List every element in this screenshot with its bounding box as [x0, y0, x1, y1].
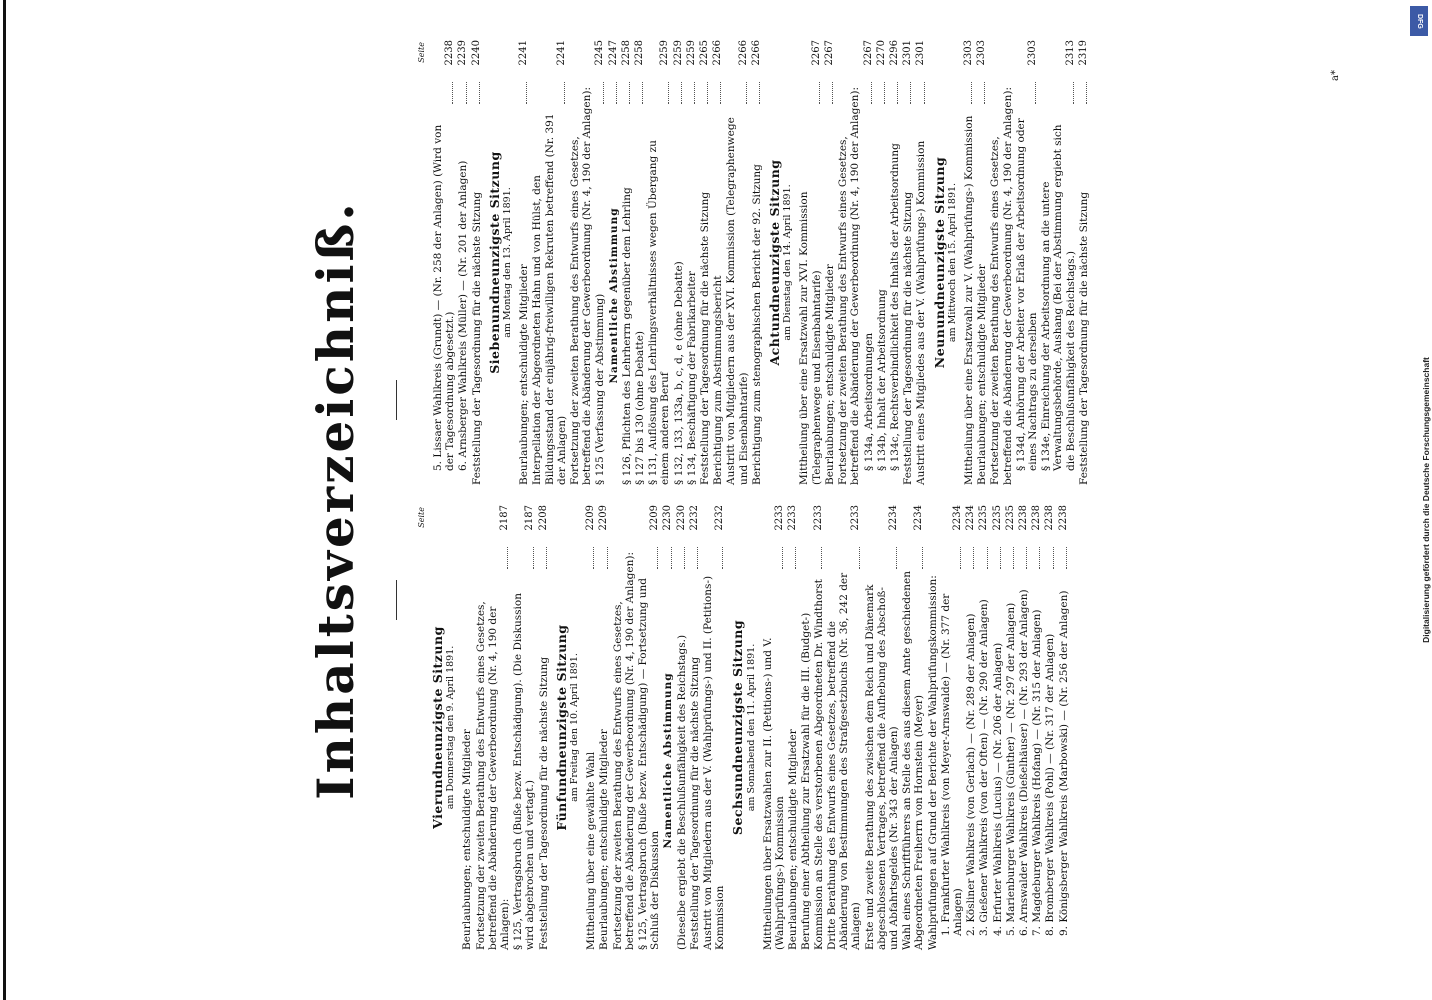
entry-page-number: 2238 [444, 40, 456, 66]
entry-page-number: 2230 [675, 505, 687, 531]
entry-text: Fortsetzung der zweiten Berathung des Entwurfs eines Gesetzes, betreffend die Abänderung der Gewerbeordnung (Nr. 4, 190 der Anlagen): [474, 601, 512, 950]
entry-page-number: 2187 [524, 505, 536, 531]
seite-header-right: Seite [417, 42, 426, 63]
entry-text: 7. Magdeburger Wahlkreis (Hofang) — (Nr. 315 der Anlagen) [1031, 609, 1044, 936]
leader-dots [924, 82, 925, 104]
leader-dots [616, 82, 617, 104]
leader-dots [1000, 547, 1001, 569]
toc-entry [531, 40, 568, 485]
session-date: am Sonnabend den 11. April 1891. [745, 643, 757, 812]
entry-page-number: 2259 [672, 40, 684, 66]
entry-text: Fortsetzung der zweiten Berathung des Entwurfs eines Gesetzes, betreffend die Abänderung der Gewerbeordnung (Nr. 4, 190 der Anlagen): [989, 87, 1014, 485]
entry-page-number: 2267 [862, 40, 874, 66]
entry-page-number: 2241 [555, 40, 567, 66]
entry-page-number: 2234 [951, 505, 963, 531]
entry-text: 4. Erfurter Wahlkreis (Lucius) — (Nr. 206 der Anlagen) [991, 642, 1004, 936]
toc-entry [585, 505, 597, 950]
entry-text: Feststellung der Tagesordnung für die nächste Sitzung [688, 656, 701, 950]
entry-page-number: 2233 [774, 505, 786, 531]
entry-text: § 127 bis 130 (ohne Debatte) [634, 330, 647, 485]
toc-entry [837, 40, 861, 485]
entry-text: Mittheilung über eine Ersatzwahl zur XVI. Kommission (Telegraphenwege und Eisenbahntarife) [798, 191, 823, 485]
entry-page-number: 2247 [607, 40, 619, 66]
toc-entry [1015, 40, 1039, 485]
right-sessions [432, 40, 1090, 485]
signature-mark: a* [1330, 70, 1341, 81]
entry-text: § 134e, Einreichung der Arbeitsordnung an die untere Verwaltungsbehörde, Aushang (Bei der Abstimmung ergiebt sich die Beschlußunfähigkeit des Reichstags.) [1040, 124, 1077, 471]
toc-entry [927, 505, 939, 950]
toc-column-left [416, 505, 1071, 950]
toc-entry [634, 40, 646, 485]
entry-text: 3. Gießener Wahlkreis (von der Often) — (Nr. 290 der Anlagen) [978, 599, 991, 936]
session-block [553, 505, 727, 950]
session-date: am Donnerstag den 9. April 1891. [445, 645, 457, 810]
entry-text: Interpellation der Abgeordneten Hahn und von Hülst, den Bildungsstand der einjährig-freiwilligen Rekruten betreffend (Nr. 391 der Anlagen) [531, 113, 568, 485]
entry-text: Erste und zweite Berathung des zwischen dem Reich und Dänemark abgeschlossenen Vertrages, betreffend die Aufhebung des Abschoß- und Abfahrtsgeldes (Nr. 343 der Anlagen) [863, 584, 900, 950]
entry-page-number: 2241 [518, 40, 530, 66]
entry-text: Berichtigung zum stenographischen Bericht der 92. Sitzung [750, 164, 763, 485]
entry-text: § 125, Vertragsbruch (Buße bezw. Entschädigung) — Fortsetzung und Schluß der Diskussion [637, 578, 662, 950]
toc-entry [902, 40, 914, 485]
entry-text: 2. Kösliner Wahlkreis (von Gerlach) — (Nr. 289 der Anlagen) [965, 613, 978, 936]
entry-text: Feststellung der Tagesordnung für die nächste Sitzung [1077, 191, 1090, 485]
session-title: Neunundneunzigste Sitzung [931, 156, 947, 369]
left-sessions [432, 505, 1070, 950]
session-title: Achtundneunzigste Sitzung [767, 159, 783, 366]
entry-text: Fortsetzung der zweiten Berathung des Entwurfs eines Gesetzes, betreffend die Abänderung der Gewerbeordnung (Nr. 4, 190 der Anlagen): [611, 552, 636, 950]
entry-page-number: 2235 [991, 505, 1003, 531]
toc-entry [647, 40, 671, 485]
toc-entry [800, 505, 824, 950]
leader-dots [821, 547, 822, 569]
entry-page-number: 2266 [737, 40, 749, 66]
toc-entry [978, 505, 990, 950]
session-title: Sechsundneunzigste Sitzung [730, 619, 746, 836]
leader-dots [657, 547, 658, 569]
leader-dots [1073, 82, 1074, 104]
entry-text: Feststellung der Tagesordnung für die nächste Sitzung [537, 656, 550, 950]
entry-text: 5. Lissaer Wahlkreis (Grundt) — (Nr. 258 der Anlagen) (Wird von der Tagesordnung abgesetzt.) [432, 124, 457, 471]
toc-entry [751, 40, 763, 485]
toc-entry [1078, 40, 1090, 485]
toc-entry [1005, 505, 1017, 950]
leader-dots [564, 82, 565, 104]
toc-entry [594, 40, 606, 485]
entry-page-number: 2235 [978, 505, 990, 531]
leader-dots [479, 82, 480, 104]
session-date: am Montag den 13. April 1891. [502, 187, 514, 338]
entry-page-number: 2266 [712, 40, 724, 66]
toc-entry [989, 40, 1013, 485]
leader-dots [722, 547, 723, 569]
session-block [769, 40, 927, 485]
leader-dots [795, 547, 796, 569]
entry-page-number: 2240 [470, 40, 482, 66]
entry-text: § 134d, Anhörung der Arbeiter vor Erlaß der Arbeitsordnung oder eines Nachtrags zu derselben [1014, 118, 1039, 471]
entry-page-number: 2245 [594, 40, 606, 66]
entry-page-number: 2232 [688, 505, 700, 531]
entry-text: § 125, Vertragsbruch (Buße bezw. Entschädigung). (Die Diskussion wird abgebrochen und vertagt.) [512, 593, 537, 950]
entry-text: Berufung einer Abtheilung zur Ersatzwahl für die III. (Budget-) Kommission an Stelle des verstorbenen Abgeordneten Dr. Windthorst [800, 579, 825, 950]
entry-text: Beurlaubungen; entschuldigte Mitglieder [598, 729, 611, 950]
session-date: am Freitag den 10. April 1891. [569, 653, 581, 802]
title-rule-left [396, 580, 397, 620]
leader-dots [694, 82, 695, 104]
entry-text: 8. Bromberger Wahlkreis (Pohl) — (Nr. 317 der Anlagen) [1044, 633, 1057, 936]
entry-text: § 125 (Verfassung der Abstimmung) [594, 293, 607, 485]
entry-text: Wahl eines Schriftführers an Stelle des aus diesem Amte geschiedenen Abgeordneten Freiherrn von Hornstein (Meyer) [901, 571, 926, 950]
entry-page-number: 2301 [902, 40, 914, 66]
session-title: Siebenundneunzigste Sitzung [486, 151, 502, 374]
dfg-credit-text: Digitalisierung gefördert durch die Deutsche Forschungsgemeinschaft [1421, 357, 1431, 643]
entry-page-number: 2267 [823, 40, 835, 66]
toc-entry [1018, 505, 1030, 950]
entry-page-number: 2209 [585, 505, 597, 531]
entry-page-number: 2266 [750, 40, 762, 66]
entry-page-number: 2303 [976, 40, 988, 66]
toc-entry [787, 505, 799, 950]
entry-page-number: 2313 [1064, 40, 1076, 66]
entry-page-number: 2303 [1026, 40, 1038, 66]
toc-entry [662, 505, 674, 950]
leader-dots [546, 547, 547, 569]
toc-entry [725, 40, 749, 485]
toc-entry [712, 40, 724, 485]
leader-dots [607, 547, 608, 569]
toc-entry [826, 505, 863, 950]
toc-entry [863, 40, 875, 485]
title-rule-right [396, 380, 397, 420]
entry-page-number: 2238 [1031, 505, 1043, 531]
entry-text: § 126, Pflichten des Lehrherrn gegenüber dem Lehrling [620, 187, 633, 485]
entry-text: Feststellung der Tagesordnung für die nächste Sitzung [699, 191, 712, 485]
entry-text: Dritte Berathung des Entwurfs eines Gesetzes, betreffend die Abänderung von Bestimmungen des Strafgesetzbuchs (Nr. 36, 242 der Anlagen) [825, 572, 863, 950]
toc-entry [538, 505, 550, 950]
leader-dots [897, 82, 898, 104]
leader-dots [910, 82, 911, 104]
scan-edge [0, 0, 6, 1000]
entry-text: Fortsetzung der zweiten Berathung des Entwurfs eines Gesetzes, betreffend die Abänderung der Gewerbeordnung (Nr. 4, 190 der Anlagen): [569, 87, 594, 485]
toc-entry [965, 505, 977, 950]
toc-column-right [416, 40, 1091, 485]
leader-dots [1035, 82, 1036, 104]
toc-entry [901, 505, 925, 950]
entry-text: § 134c, Rechtsverbindlichkeit des Inhalts der Arbeitsordnung [888, 143, 901, 471]
entry-page-number: 2265 [699, 40, 711, 66]
toc-entry [686, 40, 698, 485]
entry-page-number: 2209 [598, 505, 610, 531]
entry-page-number: 2234 [913, 505, 925, 531]
toc-entry [689, 505, 701, 950]
toc-entry [457, 40, 469, 485]
entry-page-number: 2270 [875, 40, 887, 66]
toc-entry [876, 40, 888, 485]
leader-dots [707, 82, 708, 104]
leader-dots [782, 547, 783, 569]
entry-text: Austritt eines Mitgliedes aus der V. (Wahlprüfungs-) Kommission [915, 140, 928, 485]
entry-text: Beurlaubungen; entschuldigte Mitglieder [518, 264, 531, 485]
entry-text: Beurlaubungen; entschuldigte Mitglieder [461, 729, 474, 950]
toc-entry [940, 505, 964, 950]
entry-page-number: 2238 [1057, 505, 1069, 531]
entry-page-number: 2233 [850, 505, 862, 531]
entry-page-number: 2233 [787, 505, 799, 531]
entry-text: Namentliche Abstimmung [607, 207, 620, 384]
leader-dots [859, 547, 860, 569]
leader-dots [452, 82, 453, 104]
entry-page-number: 2301 [915, 40, 927, 66]
leader-dots [603, 82, 604, 104]
toc-entry [702, 505, 726, 950]
toc-entry [798, 40, 822, 485]
leader-dots [973, 547, 974, 569]
entry-text: 6. Arnsberger Wahlkreis (Müller) — (Nr. 201 der Anlagen) [457, 160, 470, 471]
toc-entry [1031, 505, 1043, 950]
entry-text: Beurlaubungen; entschuldigte Mitglieder [787, 729, 800, 950]
entry-text: Mittheilung über eine Ersatzwahl zur V. (Wahlprüfungs-) Kommission [962, 115, 975, 485]
toc-entry [612, 505, 636, 950]
entry-text: Wahlprüfungen auf Grund der Berichte der Wahlprüfungskommission: [926, 575, 939, 950]
leader-dots [971, 82, 972, 104]
entry-text: Namentliche Abstimmung [662, 672, 675, 849]
dfg-logo: DFG [1410, 6, 1428, 36]
toc-entry [598, 505, 610, 950]
entry-page-number: 2258 [620, 40, 632, 66]
toc-entry [471, 40, 483, 485]
entry-text: 5. Marienburger Wahlkreis (Günther) — (Nr. 297 der Anlagen) [1004, 602, 1017, 936]
entry-text: § 134b, Inhalt der Arbeitsordnung [875, 289, 888, 471]
toc-entry [915, 40, 927, 485]
entry-page-number: 2234 [887, 505, 899, 531]
leader-dots [533, 547, 534, 569]
leader-dots [1053, 547, 1054, 569]
leader-dots [896, 547, 897, 569]
entry-page-number: 2233 [812, 505, 824, 531]
toc-entry [699, 40, 711, 485]
entry-text: Mittheilung über eine gewählte Wahl [585, 751, 598, 950]
entry-text: § 132, 133, 133a, b, c, d, e (ohne Debatte) [672, 261, 685, 485]
session-title: Vierundneunzigste Sitzung [430, 626, 445, 829]
entry-text: Beurlaubungen; entschuldigte Mitglieder [823, 264, 836, 485]
entry-page-number: 2238 [1044, 505, 1056, 531]
toc-entry [518, 40, 530, 485]
toc-entry [762, 505, 786, 950]
toc-entry [824, 40, 836, 485]
leader-dots [746, 82, 747, 104]
session-block [931, 40, 1090, 485]
toc-entry [637, 505, 661, 950]
leader-dots [671, 547, 672, 569]
entry-page-number: 2258 [634, 40, 646, 66]
entry-text: Mittheilungen über Ersatzwahlen zur II. (Petitions-) und V. (Wahlprüfungs-) Kommission [761, 637, 787, 950]
toc-entry [963, 40, 975, 485]
toc-entry [475, 505, 512, 950]
leader-dots [832, 82, 833, 104]
leader-dots [697, 547, 698, 569]
session-block [486, 40, 763, 485]
leader-dots [684, 547, 685, 569]
rotated-page [51, 10, 1381, 990]
leader-dots [681, 82, 682, 104]
entry-page-number: 2239 [457, 40, 469, 66]
toc-entry [1044, 505, 1056, 950]
entry-text: Austritt von Mitgliedern aus der V. (Wahlprüfungs-) und II. (Petitions-) Kommission [702, 575, 727, 950]
leader-dots [922, 547, 923, 569]
toc-entry [512, 505, 536, 950]
leader-dots [593, 547, 594, 569]
toc-entry [976, 40, 988, 485]
entry-page-number: 2232 [714, 505, 726, 531]
leader-dots [987, 547, 988, 569]
dfg-sidebar [1406, 0, 1432, 1000]
entry-page-number: 2296 [888, 40, 900, 66]
toc-entry [673, 40, 685, 485]
leader-dots [668, 82, 669, 104]
leader-dots [984, 82, 985, 104]
entry-page-number: 2259 [685, 40, 697, 66]
entry-text: Feststellung der Tagesordnung für die nächste Sitzung [470, 191, 483, 485]
leader-dots [1039, 547, 1040, 569]
entry-text: 9. Königsberger Wahlkreis (Marbowski) — (Nr. 256 der Anlagen) [1057, 590, 1070, 936]
seite-header-left: Seite [417, 507, 426, 528]
leader-dots [526, 82, 527, 104]
toc-entry [461, 505, 473, 950]
toc-entry [569, 40, 593, 485]
toc-entry [889, 40, 901, 485]
session-title: Fünfundneunzigste Sitzung [553, 624, 569, 831]
toc-entry [676, 505, 688, 950]
toc-entry [432, 40, 456, 485]
toc-entry [1040, 40, 1077, 485]
session-block [732, 505, 1069, 950]
entry-text: Beurlaubungen; entschuldigte Mitglieder [976, 264, 989, 485]
entry-text: § 131, Auflösung des Lehrlingsverhältnisses wegen Übergang zu einem anderen Beruf [647, 140, 672, 485]
leader-dots [871, 82, 872, 104]
session-date: am Dienstag den 14. April 1891. [782, 184, 794, 341]
toc-entry [864, 505, 901, 950]
leader-dots [642, 82, 643, 104]
leader-dots [720, 82, 721, 104]
entry-page-number: 2259 [659, 40, 671, 66]
page-title: Inhaltsverzeichniß. [306, 200, 365, 800]
entry-text: Berichtigung zum Abstimmungsbericht [712, 275, 725, 485]
entry-page-number: 2319 [1077, 40, 1089, 66]
leader-dots [759, 82, 760, 104]
entry-text: 1. Frankfurter Wahlkreis (von Meyer-Arnswalde) — (Nr. 377 der Anlagen) [939, 593, 964, 936]
entry-text: Austritt von Mitgliedern aus der XVI. Kommission (Telegraphenwege und Eisenbahntarife) [725, 117, 750, 485]
leader-dots [819, 82, 820, 104]
session-block [432, 40, 483, 485]
entry-page-number: 2238 [1017, 505, 1029, 531]
leader-dots [466, 82, 467, 104]
entry-text: § 134a, Arbeitsordnungen [862, 332, 875, 471]
entry-page-number: 2209 [649, 505, 661, 531]
leader-dots [629, 82, 630, 104]
entry-page-number: 2230 [662, 505, 674, 531]
entry-text: (Dieselbe ergiebt die Beschlußunfähigkeit des Reichstags.) [675, 634, 688, 950]
leader-dots [1086, 82, 1087, 104]
toc-entry [992, 505, 1004, 950]
entry-text: § 134, Beschäftigung der Fabrikarbeiter [685, 271, 698, 485]
leader-dots [1026, 547, 1027, 569]
entry-text: Fortsetzung der zweiten Berathung des Entwurfs eines Gesetzes, betreffend die Abänderung der Gewerbeordnung (Nr. 4, 190 der Anlagen): [837, 87, 862, 485]
entry-page-number: 2267 [810, 40, 822, 66]
entry-page-number: 2303 [962, 40, 974, 66]
leader-dots [1066, 547, 1067, 569]
session-block [432, 505, 550, 950]
toc-entry [621, 40, 633, 485]
leader-dots [884, 82, 885, 104]
leader-dots [1013, 547, 1014, 569]
entry-text: Feststellung der Tagesordnung für die nächste Sitzung [902, 191, 915, 485]
session-date: am Mittwoch den 15. April 1891. [946, 182, 958, 343]
entry-page-number: 2235 [1004, 505, 1016, 531]
leader-dots [507, 547, 508, 569]
toc-entry [1058, 505, 1070, 950]
entry-page-number: 2208 [537, 505, 549, 531]
toc-entry [608, 40, 620, 485]
entry-page-number: 2234 [965, 505, 977, 531]
entry-page-number: 2187 [499, 505, 511, 531]
leader-dots [960, 547, 961, 569]
entry-text: 6. Arnswalder Wahlkreis (Dießelhäuser) — (Nr. 293 der Anlagen) [1017, 589, 1030, 936]
